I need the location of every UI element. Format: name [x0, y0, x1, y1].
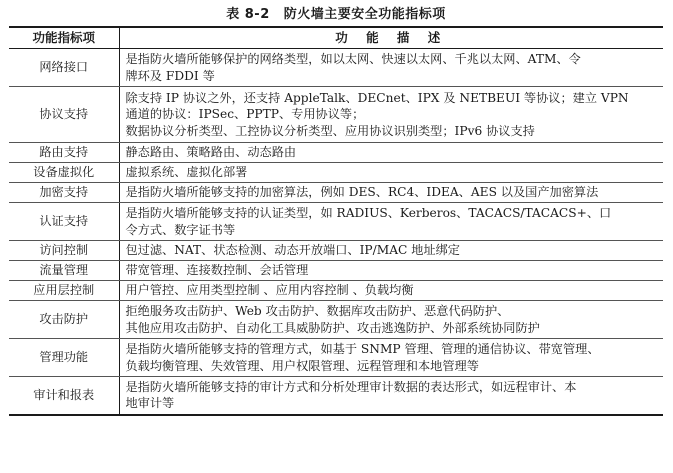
description-line: 虚拟系统、虚拟化部署	[125, 165, 248, 180]
table-title: 防火墙主要安全功能指标项	[283, 7, 446, 22]
feature-description-cell	[119, 261, 663, 281]
feature-description-cell	[119, 183, 663, 203]
table-row	[9, 301, 663, 339]
description-line: 是指防火墙所能够支持的审计方式和分析处理审计数据的表达形式，如远程审计、本	[125, 379, 577, 394]
feature-name-cell: 网络接口	[9, 49, 119, 87]
description-line: 用户管控、应用类型控制 、应用内容控制 、负载均衡	[125, 283, 414, 298]
feature-name-cell: 流量管理	[9, 261, 119, 281]
table-body	[9, 49, 663, 415]
feature-name-cell: 审计和报表	[9, 377, 119, 415]
table-row	[9, 377, 663, 415]
feature-name-cell: 加密支持	[9, 183, 119, 203]
feature-description-cell	[119, 377, 663, 415]
feature-description-cell	[119, 49, 663, 87]
firewall-function-table	[9, 26, 663, 416]
feature-description-cell	[119, 87, 663, 143]
feature-description-cell	[119, 143, 663, 163]
table-row	[9, 87, 663, 143]
feature-description-cell	[119, 301, 663, 339]
description-line: 带宽管理、连接数控制、会话管理	[125, 263, 309, 278]
table-row	[9, 241, 663, 261]
feature-name-cell: 设备虚拟化	[9, 163, 119, 183]
description-line: 拒绝服务攻击防护、Web 攻击防护、数据库攻击防护、恶意代码防护、	[125, 303, 510, 318]
feature-name-cell: 协议支持	[9, 87, 119, 143]
table-row	[9, 339, 663, 377]
description-line: 是指防火墙所能够支持的认证类型，如 RADIUS、Kerberos、TACACS/TACACS+、口	[125, 205, 612, 220]
description-line: 令方式、数字证书等	[125, 222, 236, 237]
table-caption	[9, 6, 663, 26]
description-line: 负载均衡管理、失效管理、用户权限管理、远程管理和本地管理等	[125, 358, 479, 373]
feature-name-cell: 认证支持	[9, 203, 119, 241]
feature-name-cell: 应用层控制	[9, 281, 119, 301]
feature-name-cell: 路由支持	[9, 143, 119, 163]
feature-description-cell	[119, 281, 663, 301]
description-line: 是指防火墙所能够支持的加密算法，例如 DES、RC4、IDEA、AES 以及国产加密算法	[125, 185, 599, 200]
table-header-row	[9, 27, 663, 49]
feature-description-cell	[119, 163, 663, 183]
table-row	[9, 261, 663, 281]
description-line: 是指防火墙所能够保护的网络类型，如以太网、快速以太网、千兆以太网、ATM、令	[125, 51, 581, 66]
description-line: 牌环及 FDDI 等	[125, 68, 215, 83]
description-line: 静态路由、策略路由、动态路由	[125, 145, 297, 160]
description-line: 除支持 IP 协议之外，还支持 AppleTalk、DECnet、IPX 及 NETBEUI 等协议；建立 VPN	[125, 90, 629, 105]
table-row	[9, 203, 663, 241]
feature-name-cell: 访问控制	[9, 241, 119, 261]
table-row	[9, 281, 663, 301]
feature-name-cell: 管理功能	[9, 339, 119, 377]
description-line: 是指防火墙所能够支持的管理方式，如基于 SNMP 管理、管理的通信协议、带宽管理、	[125, 341, 600, 356]
table-row	[9, 183, 663, 203]
table-row	[9, 163, 663, 183]
feature-description-cell	[119, 241, 663, 261]
description-line: 地审计等	[125, 396, 175, 411]
table-number: 表 8-2	[226, 7, 270, 22]
feature-description-cell	[119, 339, 663, 377]
table-row	[9, 143, 663, 163]
description-line: 通道的协议：IPSec、PPTP、专用协议等；	[125, 107, 365, 122]
feature-description-cell	[119, 203, 663, 241]
column-header-item: 功能指标项	[9, 27, 119, 49]
description-line: 其他应用攻击防护、自动化工具威胁防护、攻击逃逸防护、外部系统协同防护	[125, 320, 540, 335]
column-header-description: 功 能 描 述	[119, 27, 663, 49]
table-row	[9, 49, 663, 87]
description-line: 数据协议分析类型、工控协议分析类型、应用协议识别类型；IPv6 协议支持	[125, 123, 535, 138]
description-line: 包过滤、NAT、状态检测、动态开放端口、IP/MAC 地址绑定	[125, 243, 460, 258]
feature-name-cell: 攻击防护	[9, 301, 119, 339]
